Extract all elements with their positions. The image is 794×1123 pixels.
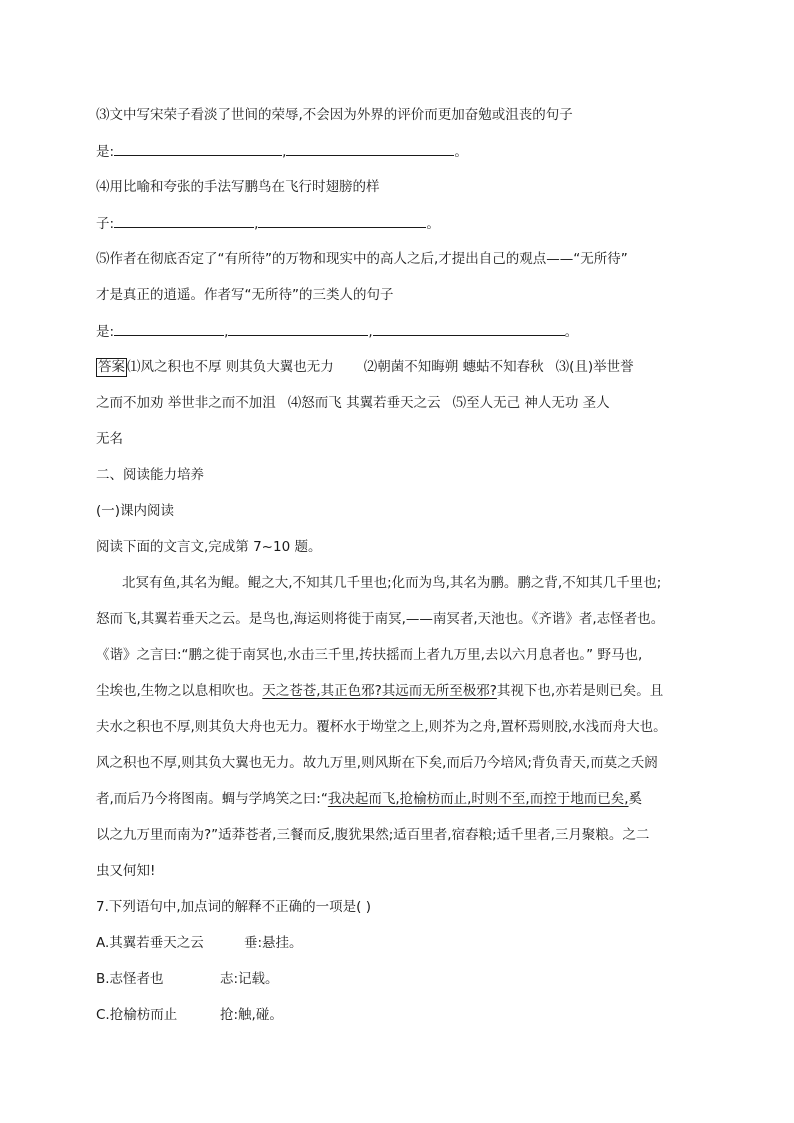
passage-line-5: 夫水之积也不厚,则其负大舟也无力。覆杯水于坳堂之上,则芥为之舟,置杯焉则胶,水浅而舟大也。 [96, 719, 667, 735]
answer-line-1 [96, 357, 634, 377]
passage-line-4 [96, 681, 663, 701]
underlined-sentence-2: 我决起而飞,抢榆枋而止,时则不至,而控于地而已矣, [327, 791, 629, 807]
q3-answer-line [96, 141, 468, 162]
section-title: 二、阅读能力培养 [96, 467, 204, 483]
passage-line-1: 北冥有鱼,其名为鲲。鲲之大,不知其几千里也;化而为鸟,其名为鹏。鹏之背,不知其几千里也; [122, 575, 662, 591]
q3-sep: , [282, 144, 287, 160]
q5-blank-1[interactable] [114, 321, 224, 336]
q5-blank-2[interactable] [228, 321, 368, 336]
reading-instruction: 阅读下面的文言文,完成第 7~10 题。 [96, 539, 322, 555]
q5-answer-line [96, 321, 578, 342]
underlined-sentence-1: 天之苍苍,其正色邪?其远而无所至极邪? [262, 683, 497, 699]
passage-line-9: 虫又何知! [96, 863, 156, 879]
q7-option-c[interactable] [96, 1005, 283, 1025]
answer-4: ⑷怒而飞 其翼若垂天之云 [287, 395, 441, 411]
q4-answer-line [96, 213, 440, 234]
q7-option-a-text: A.其翼若垂天之云 [96, 935, 204, 951]
answer-3-part: ⑶(且)举世誉 [555, 359, 634, 375]
q7-option-c-expl: 抢:触,碰。 [220, 1007, 283, 1023]
q7-option-a-expl: 垂:悬挂。 [244, 935, 303, 951]
q5-end: 。 [564, 324, 579, 340]
q3-end: 。 [454, 144, 468, 160]
q5-blank-3[interactable] [373, 321, 565, 336]
q4-end: 。 [426, 216, 440, 232]
q3-prompt: ⑶文中写宋荣子看淡了世间的荣辱,不会因为外界的评价而更加奋勉或沮丧的句子 [96, 107, 573, 123]
q3-blank-2[interactable] [286, 141, 454, 156]
answer-5-part: ⑸至人无己 神人无功 圣人 [452, 395, 610, 411]
passage-line-2: 怒而飞,其翼若垂天之云。是鸟也,海运则将徙于南冥,——南冥者,天池也。《齐谐》者,志怪者也。 [96, 611, 665, 627]
q7-option-a[interactable] [96, 933, 303, 953]
passage-line-7-pre: 者,而后乃今将图南。蜩与学鸠笑之曰:“ [96, 791, 328, 807]
answer-line-3: 无名 [96, 431, 123, 447]
q4-prompt: ⑷用比喻和夸张的手法写鹏鸟在飞行时翅膀的样 [96, 179, 380, 195]
passage-line-8: 以之九万里而南为?”适莽苍者,三餐而反,腹犹果然;适百里者,宿舂粮;适千里者,三月聚粮。之二 [96, 827, 650, 843]
q7-stem: 7.下列语句中,加点词的解释不正确的一项是( ) [96, 899, 371, 915]
passage-line-3: 《谐》之言曰:“鹏之徙于南冥也,水击三千里,抟扶摇而上者九万里,去以六月息者也。” 野马也, [96, 647, 643, 663]
q7-option-b[interactable] [96, 969, 279, 989]
passage-line-4-pre: 尘埃也,生物之以息相吹也。 [96, 683, 263, 699]
passage-line-6: 风之积也不厚,则其负大翼也无力。故九万里,则风斯在下矣,而后乃今培风;背负青天,而莫之夭阏 [96, 755, 658, 771]
q5-prompt-line-1: ⑸作者在彻底否定了“有所待”的万物和现实中的高人之后,才提出自己的观点——“无所待” [96, 251, 628, 267]
q3-blank-1[interactable] [114, 141, 282, 156]
answer-line-2 [96, 393, 610, 413]
q5-sep-2: , [368, 324, 373, 340]
q4-sep: , [254, 216, 259, 232]
q4-blank-1[interactable] [114, 213, 254, 228]
q5-prompt-line-2: 才是真正的逍遥。作者写“无所待”的三类人的句子 [96, 287, 394, 303]
answer-3-rest: 之而不加劝 举世非之而不加沮 [96, 395, 276, 411]
q4-blank-2[interactable] [258, 213, 426, 228]
passage-line-7-post: 奚 [628, 791, 643, 807]
q3-lead: 是: [96, 144, 115, 160]
q7-option-b-expl: 志:记载。 [220, 971, 279, 987]
answer-1: ⑴风之积也不厚 则其负大翼也无力 [127, 359, 334, 375]
q7-option-c-text: C.抢榆枋而止 [96, 1007, 178, 1023]
q5-lead: 是: [96, 324, 115, 340]
q4-lead: 子: [96, 216, 115, 232]
q5-sep-1: , [224, 324, 229, 340]
passage-line-7 [96, 789, 642, 809]
passage-line-4-post: 其视下也,亦若是则已矣。且 [496, 683, 664, 699]
answer-badge: 答案 [98, 359, 125, 375]
q7-option-b-text: B.志怪者也 [96, 971, 164, 987]
section-subtitle: (一)课内阅读 [96, 503, 175, 519]
answer-2: ⑵朝菌不知晦朔 蟪蛄不知春秋 [363, 359, 544, 375]
